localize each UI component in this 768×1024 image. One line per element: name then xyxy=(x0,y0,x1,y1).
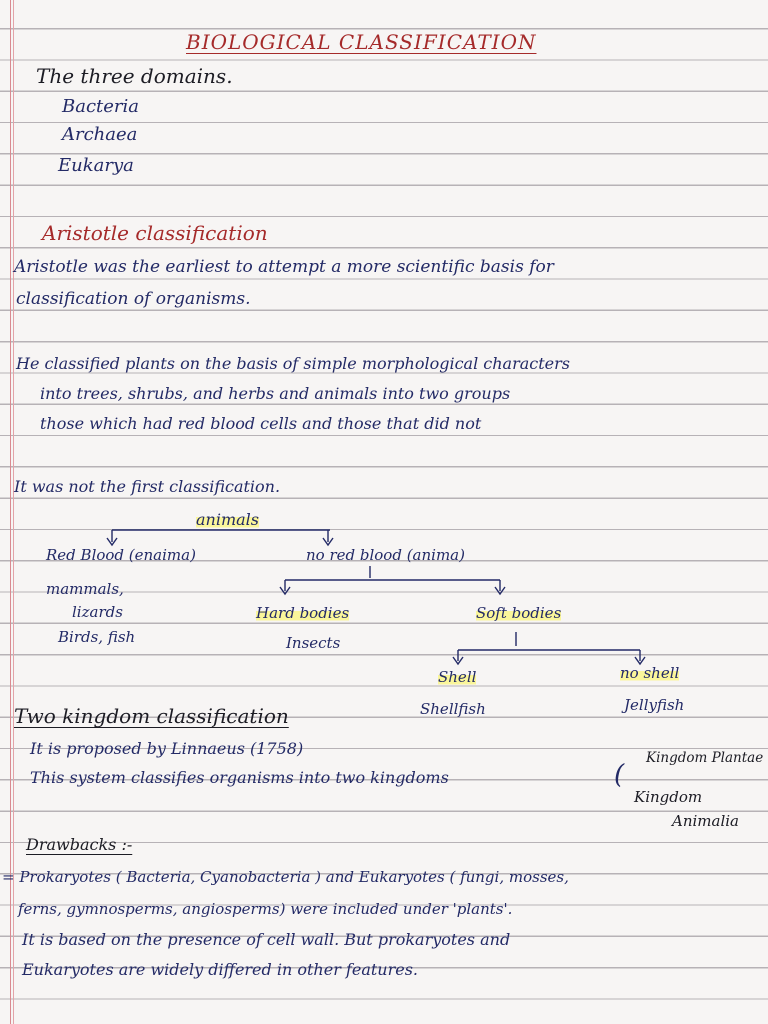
kingdom-brace: ( xyxy=(614,760,625,790)
aristotle-p2-line-1: He classified plants on the basis of simple morphological characters xyxy=(16,354,570,373)
two-kingdom-heading: Two kingdom classification xyxy=(14,704,289,728)
kingdom-animalia-line-1: Kingdom xyxy=(634,788,703,806)
domain-item: Eukarya xyxy=(58,155,134,176)
tree-shell-example: Shellfish xyxy=(420,700,486,718)
kingdom-plantae: Kingdom Plantae xyxy=(646,750,764,766)
tree-example: lizards xyxy=(72,603,123,621)
aristotle-heading: Aristotle classification xyxy=(42,221,268,245)
two-kingdom-line-1: It is proposed by Linnaeus (1758) xyxy=(30,739,304,758)
drawbacks-heading: Drawbacks :- xyxy=(26,835,133,854)
kingdom-animalia-line-2: Animalia xyxy=(672,812,739,830)
aristotle-p3: It was not the first classification. xyxy=(14,477,281,496)
two-kingdom-line-2: This system classifies organisms into two kingdoms xyxy=(30,768,449,787)
drawbacks-line-4: Eukaryotes are widely differed in other features. xyxy=(22,960,419,979)
tree-root-animals: animals xyxy=(196,510,259,529)
tree-hard-example: Insects xyxy=(286,634,341,652)
aristotle-line-2: classification of organisms. xyxy=(16,289,251,309)
page-title: BIOLOGICAL CLASSIFICATION xyxy=(186,30,537,54)
aristotle-p2-line-3: those which had red blood cells and those that did not xyxy=(40,414,482,433)
aristotle-p2-line-2: into trees, shrubs, and herbs and animals into two groups xyxy=(40,384,511,403)
domain-item: Archaea xyxy=(62,124,138,145)
drawbacks-line-2: ferns, gymnosperms, angiosperms) were included under 'plants'. xyxy=(18,900,513,918)
aristotle-line-1: Aristotle was the earliest to attempt a more scientific basis for xyxy=(14,257,554,277)
domains-heading: The three domains. xyxy=(36,64,233,88)
tree-example: mammals, xyxy=(46,580,124,598)
tree-example: Birds, fish xyxy=(58,628,136,646)
tree-no-shell: no shell xyxy=(620,664,680,682)
tree-hard-bodies: Hard bodies xyxy=(256,604,350,622)
tree-no-shell-example: Jellyfish xyxy=(624,696,685,714)
drawbacks-line-1: = Prokaryotes ( Bacteria, Cyanobacteria ) and Eukaryotes ( fungi, mosses, xyxy=(2,868,569,886)
tree-shell: Shell xyxy=(438,668,477,686)
tree-right-no-red-blood: no red blood (anima) xyxy=(306,546,465,564)
domain-item: Bacteria xyxy=(62,96,140,117)
drawbacks-line-3: It is based on the presence of cell wall. But prokaryotes and xyxy=(22,930,511,949)
tree-soft-bodies: Soft bodies xyxy=(476,604,562,622)
tree-left-red-blood: Red Blood (enaima) xyxy=(46,546,196,564)
